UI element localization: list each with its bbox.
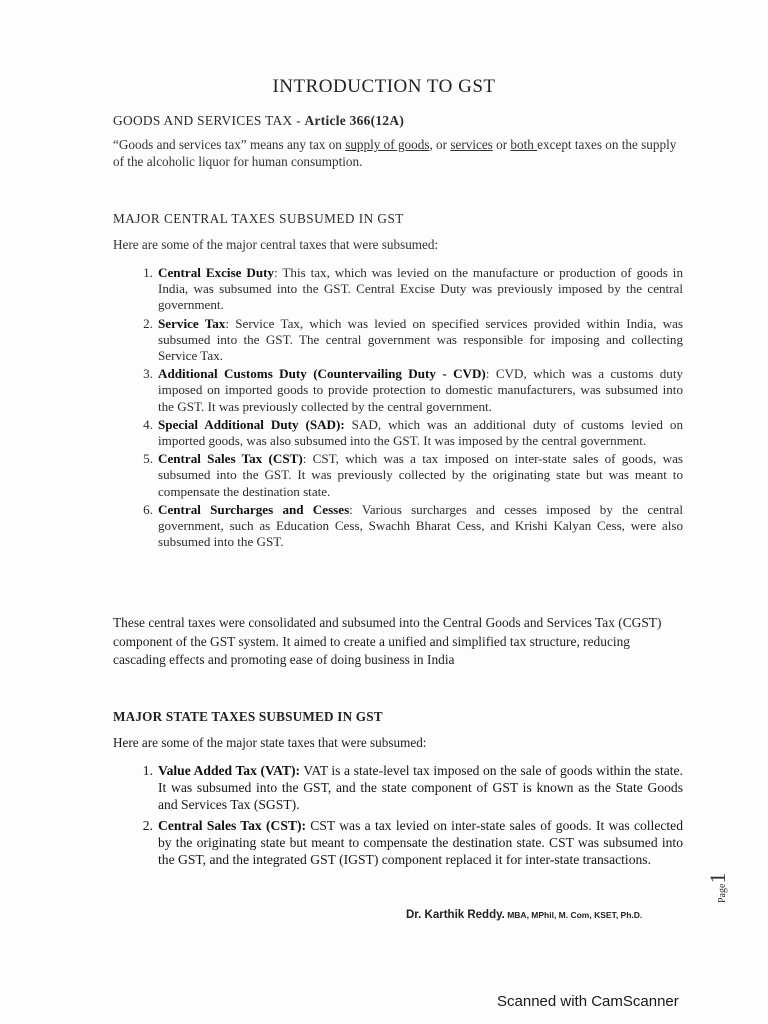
gst-definition — [113, 137, 685, 170]
list-item — [113, 502, 683, 551]
definition-text: except taxes on the supply of the alcoholic liquor for human consumption. — [113, 137, 677, 169]
item-term: Service Tax — [158, 315, 226, 331]
central-taxes-intro: Here are some of the major central taxes that were subsumed: — [113, 237, 439, 252]
item-number: 1. — [143, 265, 153, 280]
item-text: : CST, which was a tax imposed on inter-state sales of goods, was subsumed into the GST. It was previously collected by the originating state but was meant to compensate the destination state. — [158, 451, 683, 499]
page-number: 1 — [705, 872, 730, 884]
item-term: Special Additional Duty (SAD): — [158, 416, 345, 432]
item-term: Central Sales Tax (CST): — [158, 817, 307, 833]
item-text: VAT is a state-level tax imposed on the sale of goods within the state. It was subsumed into the GST, and the state component of GST is known as the State Goods and Services Tax (SGST). — [158, 763, 683, 813]
article-reference: Article 366(12A) — [304, 113, 405, 128]
central-taxes-summary: These central taxes were consolidated and subsumed into the Central Goods and Services Tax (CGST) component of the GST system. It aimed to create a unified and simplified tax structure, reducing cascading effects and promoting ease of doing business in India — [113, 615, 662, 667]
item-number: 2. — [142, 817, 153, 833]
item-text: CST was a tax levied on inter-state sales of goods. It was collected by the originating state but meant to compensate the destination state. CST was subsumed into the GST, and the integrated GST (IGST) component replaced it for inter-state transactions. — [158, 817, 683, 868]
definition-underlined-both: both — [510, 137, 538, 152]
item-number: 3. — [143, 366, 153, 382]
author-name: Dr. Karthik Reddy. — [406, 909, 505, 921]
author-signature — [406, 909, 642, 921]
definition-text: or — [492, 137, 511, 152]
definition-underlined-services: services — [450, 137, 493, 152]
list-item — [113, 417, 683, 449]
item-term: Central Surcharges and Cesses — [158, 501, 350, 517]
item-term: Central Sales Tax (CST) — [158, 451, 303, 467]
central-taxes-heading: MAJOR CENTRAL TAXES SUBSUMED IN GST — [113, 211, 404, 226]
list-item — [113, 451, 683, 500]
definition-text: “Goods and services tax” means any tax on — [113, 137, 346, 152]
list-item — [113, 762, 683, 814]
item-text: : This tax, which was levied on the manufacture or production of goods in India, was subsumed into the GST. Central Excise Duty was previously imposed by the central government. — [158, 265, 683, 313]
item-text: : Various surcharges and cesses imposed by the central government, such as Education Cess, Swachh Bharat Cess, and Krishi Kalyan Cess, were also subsumed into the GST. — [158, 501, 683, 550]
central-taxes-list — [113, 265, 683, 552]
state-taxes-heading: MAJOR STATE TAXES SUBSUMED IN GST — [113, 709, 383, 724]
state-taxes-intro: Here are some of the major state taxes that were subsumed: — [113, 735, 427, 750]
list-item — [113, 366, 683, 415]
item-number: 6. — [143, 501, 153, 517]
list-item — [113, 265, 683, 314]
item-term: Central Excise Duty — [158, 265, 275, 280]
item-number: 1. — [142, 763, 153, 778]
list-item — [113, 316, 683, 365]
item-number: 4. — [143, 416, 153, 432]
document-title: INTRODUCTION TO GST — [272, 76, 496, 97]
gst-subheading — [113, 113, 404, 129]
scanner-watermark: Scanned with CamScanner — [497, 993, 679, 1010]
author-degrees: MBA, MPhil, M. Com, KSET, Ph.D. — [504, 910, 643, 920]
definition-underlined-supply-of-goods: supply of goods — [345, 137, 430, 152]
item-term: Value Added Tax (VAT): — [158, 763, 300, 778]
subheading-text: GOODS AND SERVICES TAX - — [113, 113, 305, 128]
item-text: : CVD, which was a customs duty imposed on imported goods to provide protection to domestic manufacturers, was subsumed into the GST. It was previously collected by the central government. — [158, 366, 683, 414]
state-taxes-list — [113, 762, 683, 871]
item-text: : Service Tax, which was levied on specified services provided within India, was subsumed into the GST. The central government was responsible for imposing and collecting Service Tax. — [158, 315, 683, 364]
item-text: SAD, which was an additional duty of customs levied on imported goods, was also subsumed into the GST. It was imposed by the central government. — [158, 416, 683, 449]
item-number: 2. — [143, 315, 153, 331]
item-number: 5. — [143, 451, 153, 467]
page-word: Page — [717, 883, 728, 903]
definition-text: , or — [429, 137, 451, 152]
page-number-label — [705, 863, 735, 903]
list-item — [113, 817, 683, 869]
item-term: Additional Customs Duty (Countervailing Duty - CVD) — [158, 366, 486, 382]
